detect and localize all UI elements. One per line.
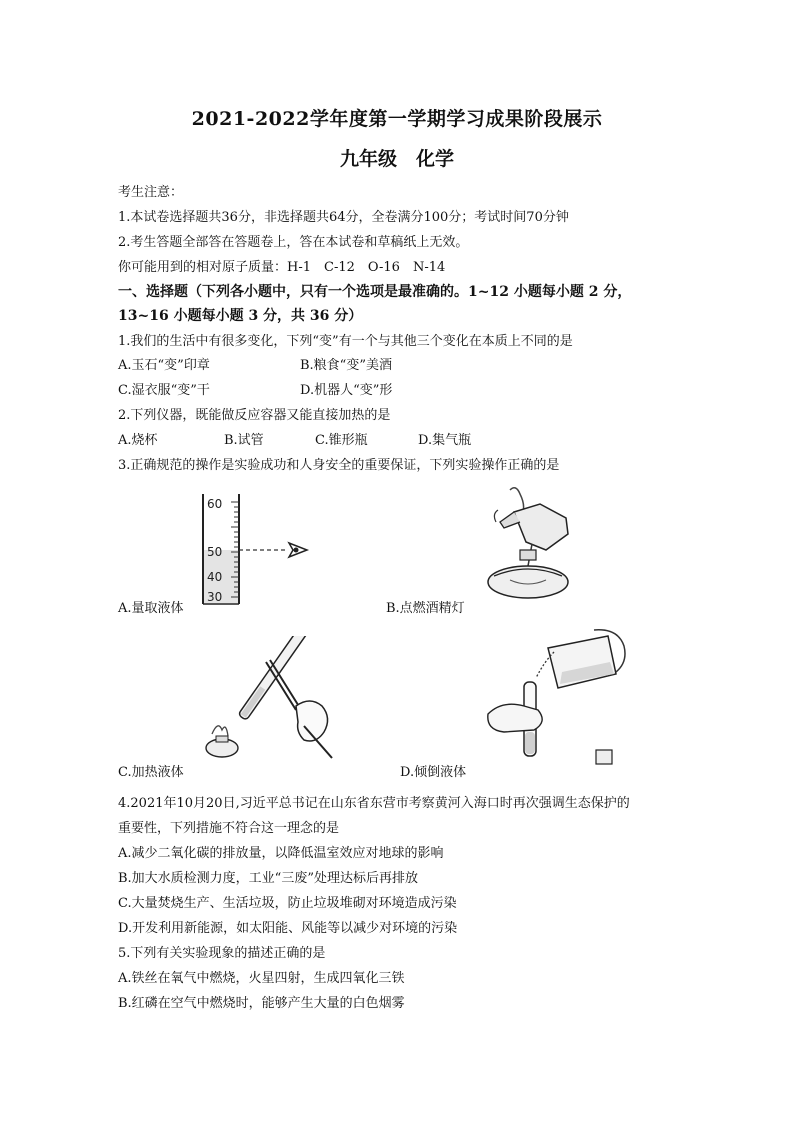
- exam-title: 2021-2022学年度第一学期学习成果阶段展示: [191, 108, 603, 130]
- q5-stem: 5.下列有关实验现象的描述正确的是: [118, 946, 326, 961]
- notice-heading: 考生注意：: [118, 185, 184, 200]
- q4-option-d: D.开发利用新能源，如太阳能、风能等以减少对环境的污染: [118, 921, 458, 936]
- q4-option-a: A.减少二氧化碳的排放量，以降低温室效应对地球的影响: [118, 846, 444, 861]
- q3-option-a: A.量取液体: [118, 601, 184, 616]
- q1-option-b: B.粮食“变”美酒: [300, 358, 392, 373]
- q3-option-c: C.加热液体: [118, 765, 184, 780]
- notice-item-2: 2.考生答题全部答在答题卷上，答在本试卷和草稿纸上无效。: [118, 235, 469, 250]
- q2-option-c: C.锥形瓶: [315, 433, 368, 448]
- q3-stem: 3.正确规范的操作是实验成功和人身安全的重要保证，下列实验操作正确的是: [118, 458, 560, 473]
- cylinder-tick-50: 50: [207, 545, 223, 559]
- q1-option-a: A.玉石“变”印章: [118, 358, 210, 373]
- figure-pouring-liquid: [478, 628, 638, 768]
- notice-item-1: 1.本试卷选择题共36分，非选择题共64分，全卷满分100分；考试时间70分钟: [118, 210, 569, 225]
- cylinder-tick-60: 60: [207, 497, 223, 511]
- q4-stem-line1: 4.2021年10月20日,习近平总书记在山东省东营市考察黄河入海口时再次强调生态保护的: [118, 796, 630, 811]
- cylinder-tick-40: 40: [207, 570, 223, 584]
- figure-alcohol-lamps: [470, 484, 590, 602]
- exam-subtitle: 九年级 化学: [339, 148, 454, 170]
- figure-heating-liquid: [200, 636, 350, 762]
- q4-stem-line2: 重要性，下列措施不符合这一理念的是: [118, 821, 340, 836]
- section-heading-line2: 13~16 小题每小题 3 分，共 36 分）: [118, 308, 363, 324]
- q2-option-a: A.烧杯: [118, 433, 158, 448]
- q1-option-c: C.湿衣服“变”干: [118, 383, 210, 398]
- q4-option-c: C.大量焚烧生产、生活垃圾，防止垃圾堆砌对环境造成污染: [118, 896, 457, 911]
- q3-option-d: D.倾倒液体: [400, 765, 467, 780]
- cylinder-tick-30: 30: [207, 590, 223, 604]
- atomic-mass-line: 你可能用到的相对原子质量：H-1 C-12 O-16 N-14: [118, 260, 446, 275]
- q2-option-d: D.集气瓶: [418, 433, 472, 448]
- q4-option-b: B.加大水质检测力度，工业“三废”处理达标后再排放: [118, 871, 418, 886]
- q1-stem: 1.我们的生活中有很多变化，下列“变”有一个与其他三个变化在本质上不同的是: [118, 334, 573, 349]
- q5-option-a: A.铁丝在氧气中燃烧，火星四射，生成四氧化三铁: [118, 971, 405, 986]
- q2-stem: 2.下列仪器，既能做反应容器又能直接加热的是: [118, 408, 391, 423]
- q2-option-b: B.试管: [224, 433, 264, 448]
- q5-option-b: B.红磷在空气中燃烧时，能够产生大量的白色烟雾: [118, 996, 405, 1011]
- section-heading-line1: 一、选择题（下列各小题中，只有一个选项是最准确的。1~12 小题每小题 2 分，: [118, 284, 632, 300]
- q1-option-d: D.机器人“变”形: [300, 383, 393, 398]
- figure-measuring-cylinder: [195, 490, 325, 610]
- q3-option-b: B.点燃酒精灯: [386, 601, 465, 616]
